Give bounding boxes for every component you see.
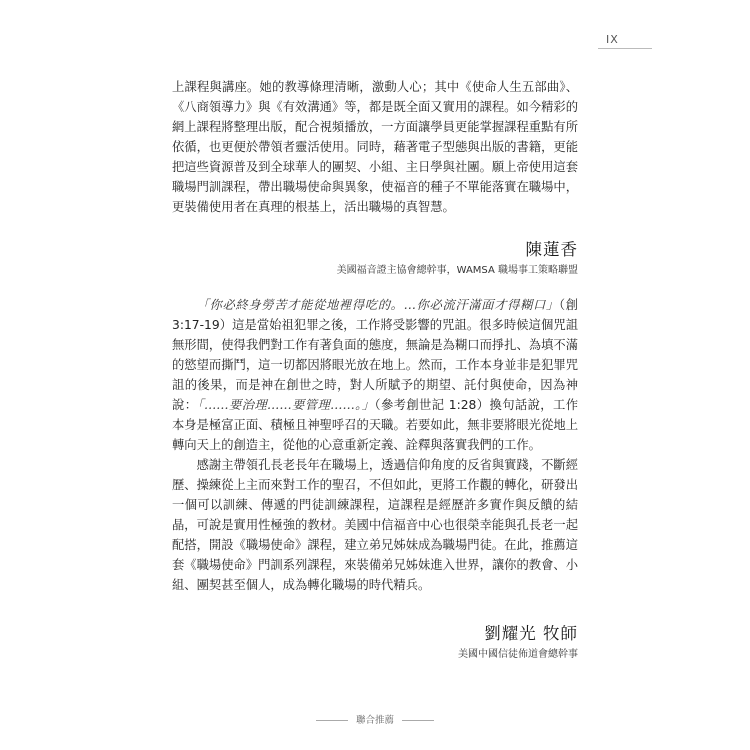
paragraph-2-quote-1: 「你必終身勞苦才能從地裡得吃的。…你必流汗滿面才得糊口」 — [196, 298, 559, 312]
paragraph-2-block — [172, 295, 578, 595]
paragraph-3: 感謝主帶領孔長老長年在職場上，透過信仰角度的反省與實踐，不斷經歷、操練從上主而來對工作的聖召，不但如此，更將工作觀的轉化，研發出一個可以訓練、傳遞的門徒訓練課程，這課程是經歷許多實作與反饋的結晶，可說是實用性極強的教材。美國中信福音中心也很榮幸能與孔長老一起配搭，開設《職場使命》課程，建立弟兄姊妹成為職場門徒。在此，推薦這套《職場使命》門訓系列課程，來裝備弟兄姊妹進入世界，讓你的教會、小組、團契甚至個人，成為轉化職場的時代精兵。 — [172, 458, 578, 592]
footer-label: 聯合推薦 — [355, 715, 394, 726]
page-number-rule — [598, 48, 652, 49]
paragraph-1: 上課程與講座。她的教導條理清晰，激動人心；其中《使命人生五部曲》、《八商領導力》與《有效溝通》等，都是既全面又實用的課程。如今精彩的網上課程將整理出版，配合視頻播放，一方面讓學員更能掌握課程重點有所依循，也更便於帶領者靈活使用。同時，藉著電子型態與出版的書籍，更能把這些資源普及到全球華人的團契、小組、主日學與社團。願上帝使用這套職場門訓課程，帶出職場使命與異象，使福音的種子不單能落實在職場中，更裝備使用者在真理的根基上，活出職場的真智慧。 — [172, 80, 578, 214]
signature-2-name: 劉耀光 牧師 — [484, 624, 578, 643]
signature-1-name: 陳蓮香 — [525, 240, 578, 259]
page-number: IX — [606, 33, 619, 46]
footer-rule-right — [402, 720, 434, 721]
signature-1-title: 美國福音證主協會總幹事，WAMSA 職場事工策略聯盟 — [336, 265, 578, 276]
paragraph-1-block — [172, 77, 578, 217]
signature-2-title: 美國中國信徒佈道會總幹事 — [458, 649, 578, 660]
signature-2 — [458, 624, 578, 662]
footer-rule-left — [316, 720, 348, 721]
footer — [0, 712, 750, 726]
paragraph-2-part-1: （創3:17-19）這是當始祖犯罪之後，工作將受影響的咒詛。很多時候這個咒詛無形間，使得我們對工作有著負面的態度，無論是為糊口而掙扎、為填不滿的慾望而撕鬥，這一切都因將眼光放在地上。然而，工作本身並非是犯罪咒詛的後果，而是神在創世之時，對人所賦予的期望、託付與使命，因為神說： — [172, 298, 578, 412]
paragraph-2 — [172, 295, 578, 455]
paragraph-2-quote-2: 「……要治理……要管理……。」 — [197, 398, 375, 412]
signature-1 — [337, 240, 578, 278]
paragraph-2-part-2: （參考創世記 1:28）換句話說，工作本身是極富正面、積極且神聖呼召的天職。若要如此，無非要將眼光從地上轉向天上的創造主，從他的心意重新定義、詮釋與落實我們的工作。 — [172, 398, 578, 452]
